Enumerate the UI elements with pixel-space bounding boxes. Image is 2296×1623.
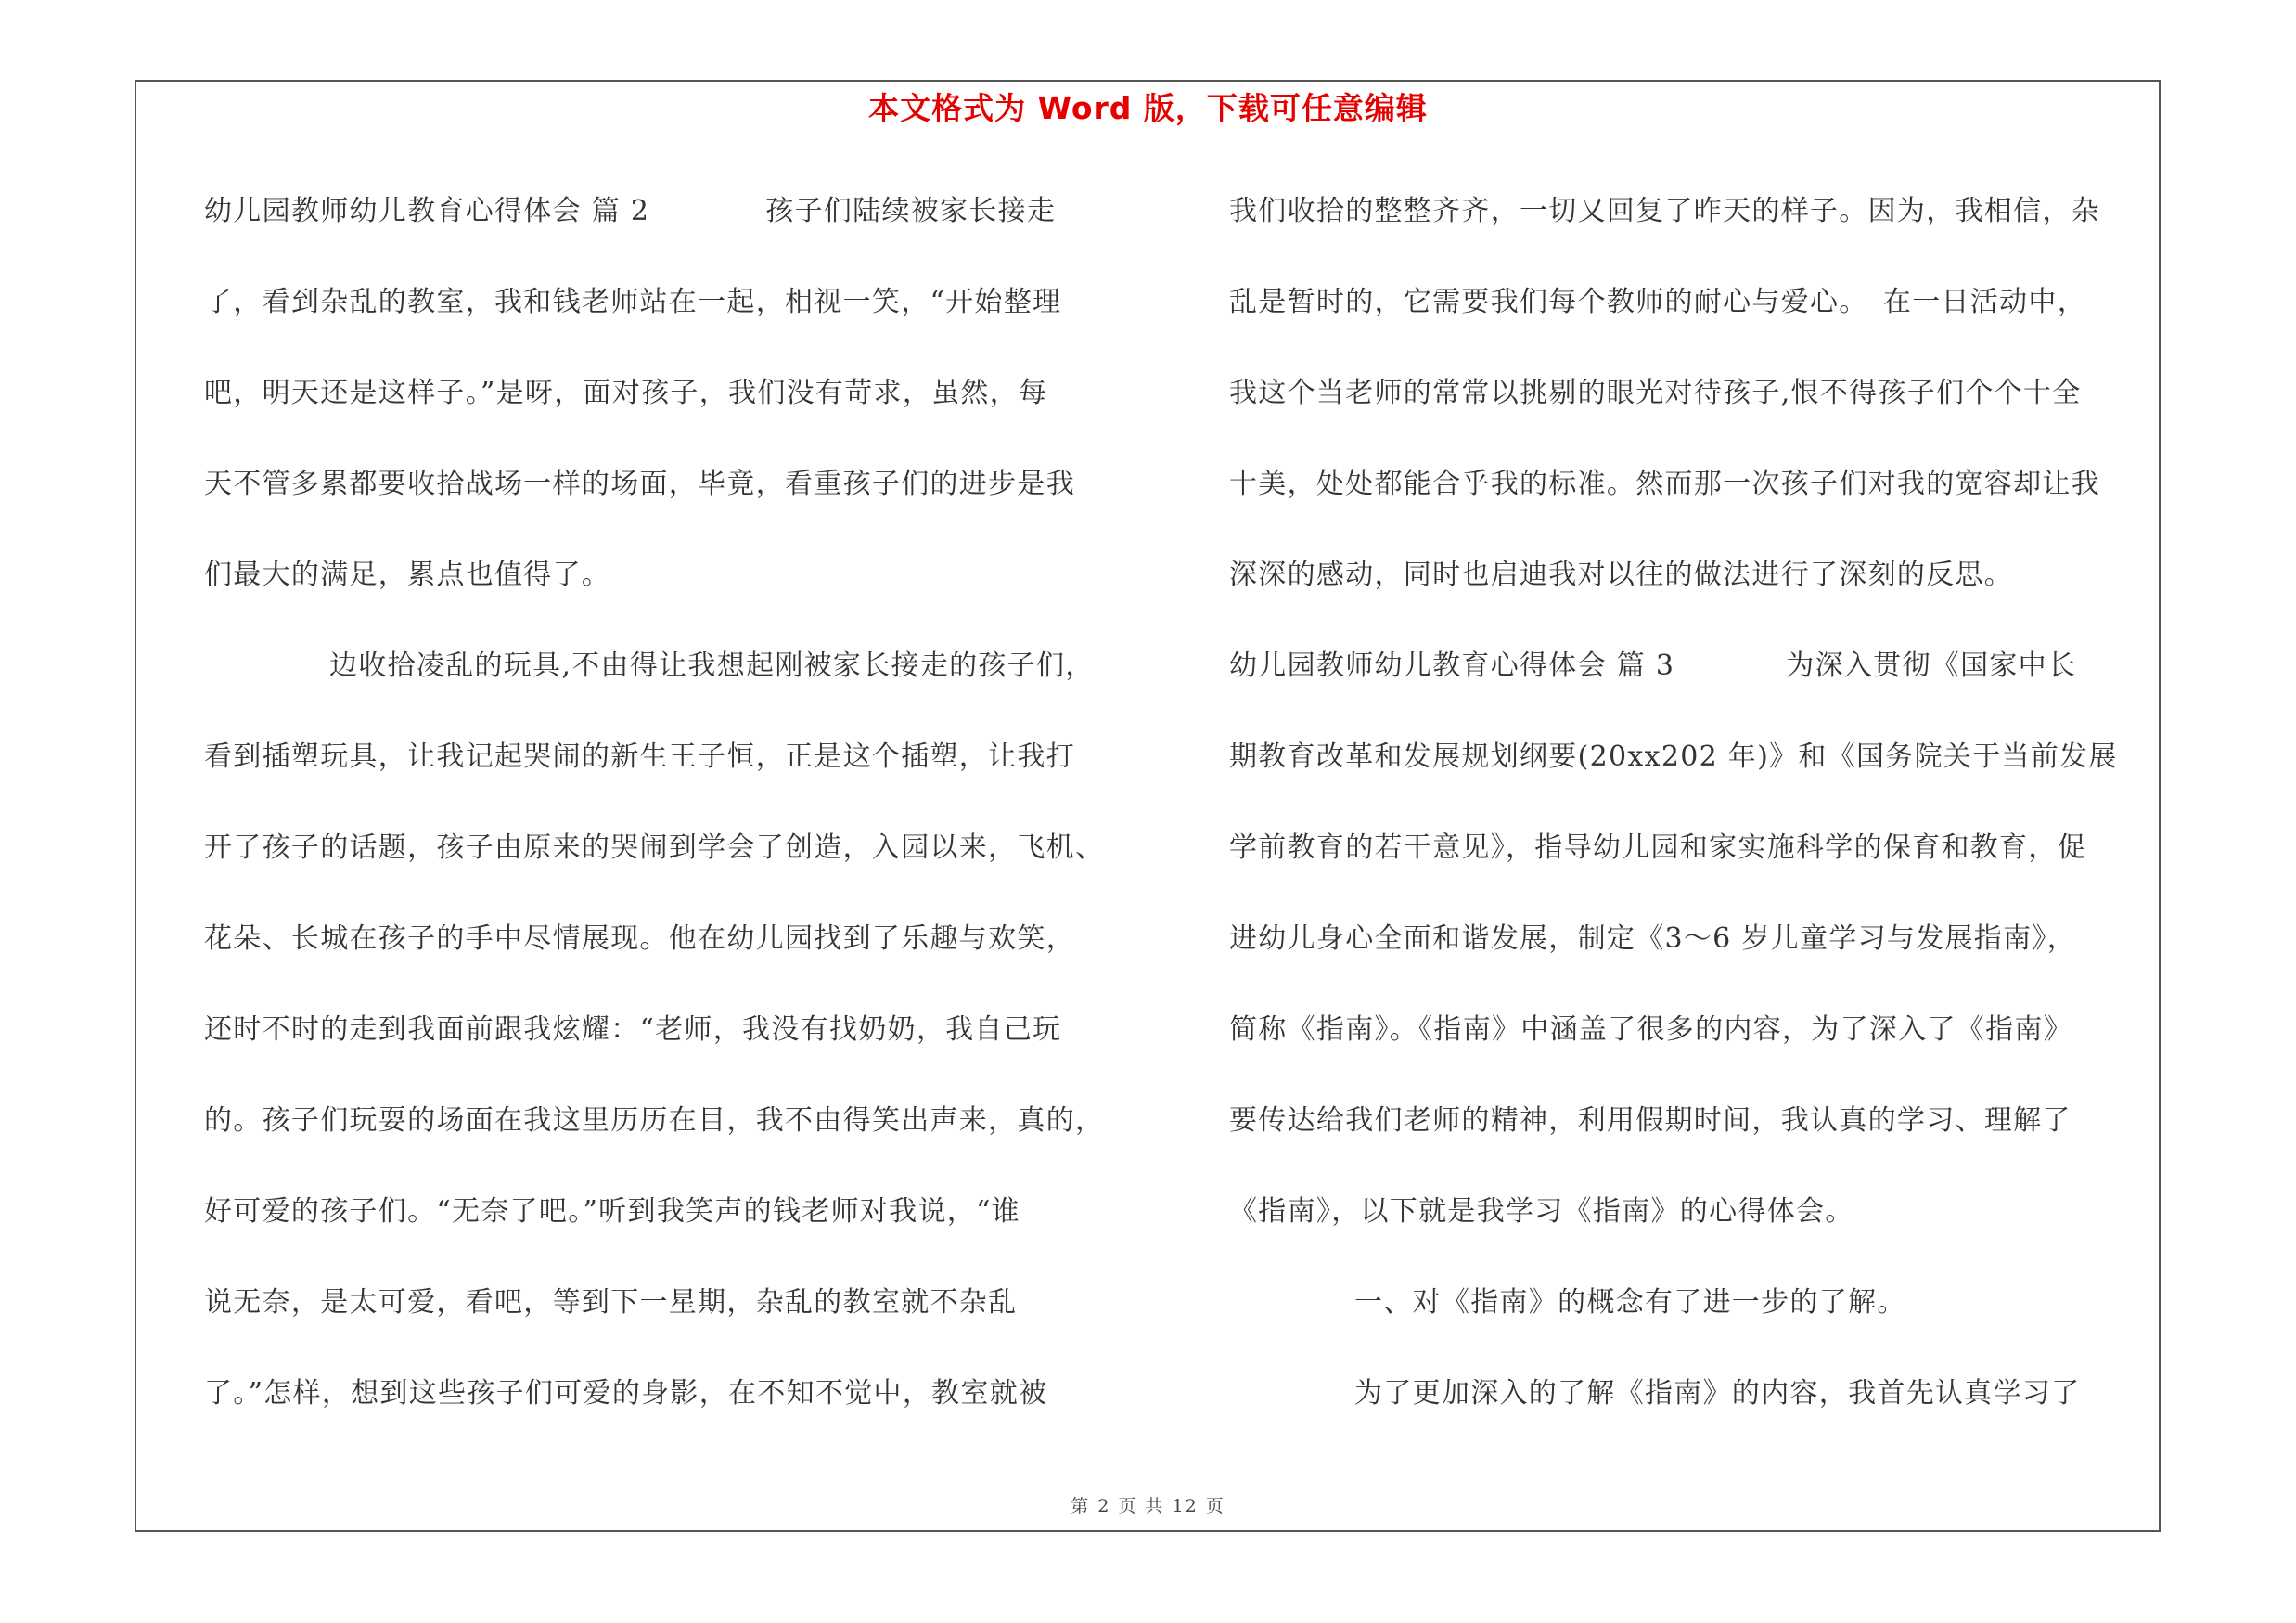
text-line: 了。”怎样，想到这些孩子们可爱的身影，在不知不觉中，教室就被	[204, 1377, 1048, 1410]
text-line: 深深的感动，同时也启迪我对以往的做法进行了深刻的反思。	[1229, 559, 2014, 591]
text-line: 说无奈，是太可爱，看吧，等到下一星期，杂乱的教室就不杂乱	[204, 1286, 1018, 1319]
format-banner: 本文格式为 Word 版，下载可任意编辑	[868, 90, 1428, 126]
text-line: 进幼儿身心全面和谐发展，制定《3～6 岁儿童学习与发展指南》，	[1229, 922, 2077, 955]
left-column	[204, 183, 1132, 1456]
text-line: 花朵、长城在孩子的手中尽情展现。他在幼儿园找到了乐趣与欢笑，	[204, 922, 1075, 955]
text-line: 十美，处处都能合乎我的标准。然而那一次孩子们对我的宽容却让我	[1229, 468, 2100, 500]
text-line: 乱是暂时的，它需要我们每个教师的耐心与爱心。 在一日活动中，	[1229, 286, 2086, 318]
text-line: 我们收拾的整整齐齐，一切又回复了昨天的样子。因为，我相信，杂	[1229, 195, 2100, 227]
heading-follow-text: 孩子们陆续被家长接走	[765, 195, 1057, 227]
text-line: 边收拾凌乱的玩具,不由得让我想起刚被家长接走的孩子们，	[329, 650, 1095, 682]
text-line: 了，看到杂乱的教室，我和钱老师站在一起，相视一笑，“开始整理	[204, 286, 1062, 318]
right-column	[1229, 183, 2157, 1456]
text-line: 简称《指南》。《指南》中涵盖了很多的内容，为了深入了《指南》	[1229, 1013, 2072, 1046]
text-line: 为了更加深入的了解《指南》的内容，我首先认真学习了	[1354, 1377, 2081, 1410]
text-line: 学前教育的若干意见》，指导幼儿园和家实施科学的保育和教育，促	[1229, 831, 2086, 864]
section-heading-line	[204, 183, 1132, 274]
section-heading: 幼儿园教师幼儿教育心得体会 篇 3	[1229, 650, 1675, 682]
heading-follow-text: 为深入贯彻《国家中长	[1786, 650, 2077, 682]
section-heading: 幼儿园教师幼儿教育心得体会 篇 2	[204, 195, 650, 227]
text-line: 《指南》，以下就是我学习《指南》的心得体会。	[1229, 1195, 1854, 1228]
text-line: 要传达给我们老师的精神，利用假期时间，我认真的学习、理解了	[1229, 1104, 2072, 1137]
page-number-footer: 第 2 页 共 12 页	[1071, 1496, 1225, 1516]
text-line: 看到插塑玩具，让我记起哭闹的新生王子恒，正是这个插塑，让我打	[204, 741, 1075, 773]
text-line: 好可爱的孩子们。“无奈了吧。”听到我笑声的钱老师对我说，“谁	[204, 1195, 1021, 1228]
section-heading-line	[1229, 638, 2157, 728]
text-line: 吧，明天还是这样子。”是呀，面对孩子，我们没有苛求，虽然，每	[204, 377, 1048, 409]
text-line: 们最大的满足，累点也值得了。	[204, 559, 611, 591]
text-line: 期教育改革和发展规划纲要(20xx202 年)》和《国务院关于当前发展	[1229, 741, 2118, 773]
text-line: 天不管多累都要收拾战场一样的场面，毕竟，看重孩子们的进步是我	[204, 468, 1075, 500]
text-line: 还时不时的走到我面前跟我炫耀：“老师，我没有找奶奶，我自己玩	[204, 1013, 1062, 1046]
text-line: 开了孩子的话题，孩子由原来的哭闹到学会了创造，入园以来，飞机、	[204, 831, 1105, 864]
text-line: 我这个当老师的常常以挑剔的眼光对待孩子,恨不得孩子们个个十全	[1229, 377, 2082, 409]
text-line: 的。孩子们玩耍的场面在我这里历历在目，我不由得笑出声来，真的，	[204, 1104, 1105, 1137]
text-line: 一、对《指南》的概念有了进一步的了解。	[1354, 1286, 1906, 1319]
